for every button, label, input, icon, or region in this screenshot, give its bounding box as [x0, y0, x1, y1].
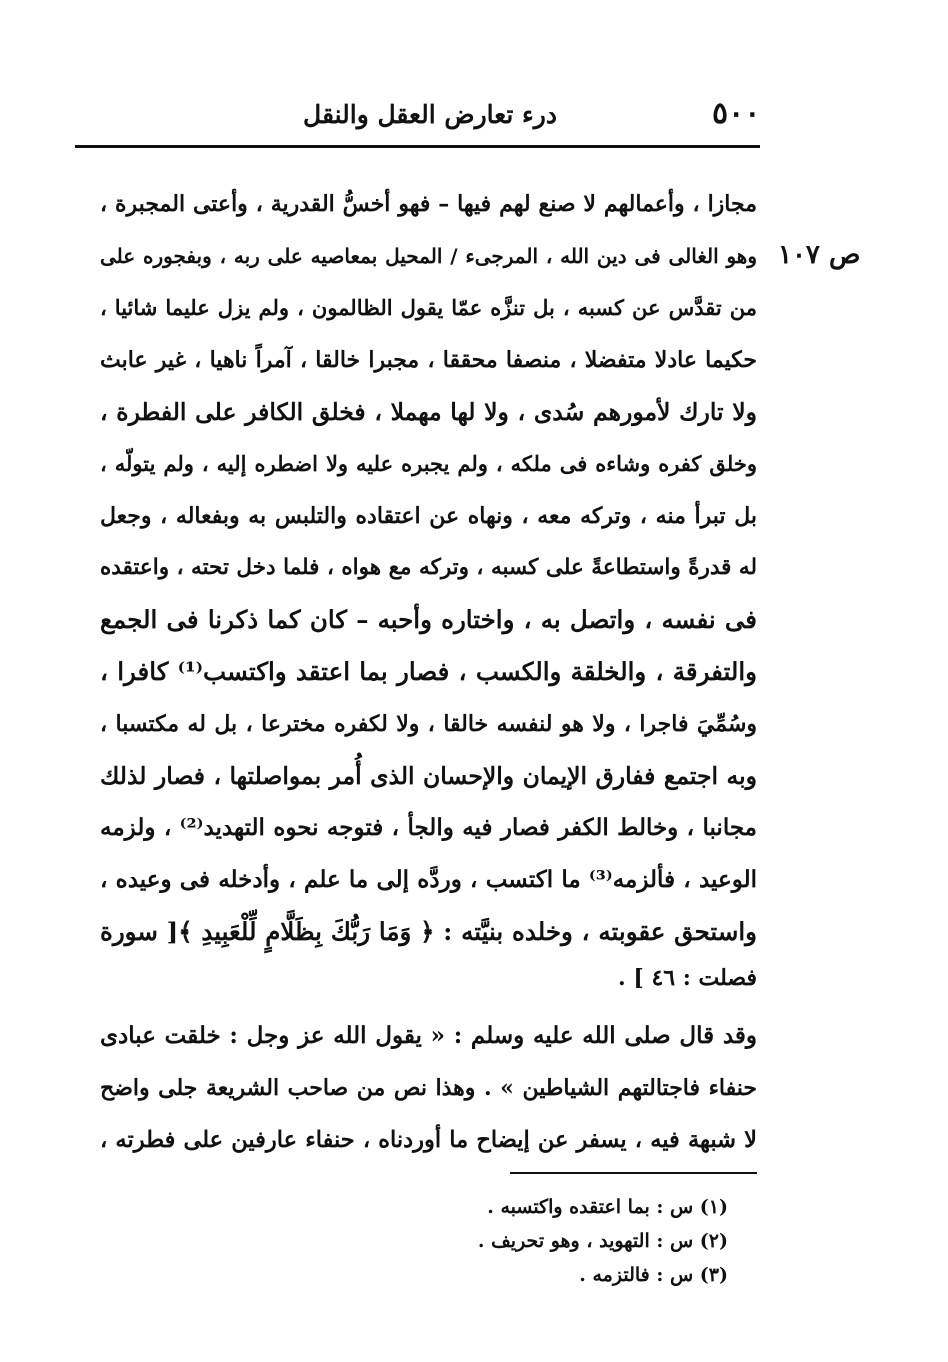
text-line: وهو الغالى فى دين الله ، المرجىء / المحيل بمعاصيه على ربه ، وبفجوره على: [100, 244, 757, 268]
text-line: لا شبهة فيه ، يسفر عن إيضاح ما أوردناه ، حنفاء عارفين على فطرته ،: [100, 1127, 757, 1153]
body-text: [100, 178, 757, 1166]
text-line: الوعيد ، فألزمه⁽³⁾ ما اكتسب ، وردَّه إلى ما علم ، وأدخله فى وعيده ،: [100, 866, 757, 893]
margin-page-reference: ص ١٠٧: [778, 240, 861, 270]
text-line: مجانبا ، وخالط الكفر فصار فيه والجأ ، فتوجه نحوه التهديد⁽²⁾ ، ولزمه: [100, 814, 758, 841]
text-line-citation: فصلت : ٤٦ ] .: [618, 965, 757, 991]
text-line: فى نفسه ، واتصل به ، واختاره وأحبه – كان كما ذكرنا فى الجمع: [100, 605, 757, 634]
footnote-1: (١) س : بما اعتقده واكتسبه .: [487, 1196, 728, 1218]
text-line: له قدرةً واستطاعةً على كسبه ، وتركه مع هواه ، فلما دخل تحته ، واعتقده: [100, 555, 757, 580]
paragraph-1: [100, 178, 757, 998]
footnote-rule: [510, 1172, 757, 1174]
footnotes: [380, 1190, 728, 1292]
footnote-2: (٢) س : التهويد ، وهو تحريف .: [477, 1230, 728, 1252]
text-line: بل تبرأ منه ، وتركه معه ، ونهاه عن اعتقاده والتلبس به وبفعاله ، وجعل: [100, 503, 757, 529]
footnote-3: (٣) س : فالتزمه .: [579, 1264, 728, 1286]
text-line: حنفاء فاجتالتهم الشياطين » . وهذا نص من صاحب الشريعة جلى واضح: [100, 1075, 757, 1101]
text-line: وسُمِّيَ فاجرا ، ولا هو لنفسه خالقا ، ولا لكفره مخترعا ، بل له مكتسبا ،: [100, 711, 757, 737]
text-line: مجازا ، وأعمالهم لا صنع لهم فيها – فهو أخسُّ القدرية ، وأعتى المجبرة ،: [100, 191, 757, 217]
text-line: وقد قال صلى الله عليه وسلم : « يقول الله عز وجل : خلقت عبادى: [100, 1022, 757, 1049]
text-line: وخلق كفره وشاءه فى ملكه ، ولم يجبره عليه ولا اضطره إليه ، ولم يتولّه ،: [100, 451, 757, 476]
text-line: من تقدَّس عن كسبه ، بل تنزَّه عمّا يقول الظالمون ، ولم يزل عليما شائيا ،: [100, 295, 757, 320]
page-number: ٥٠٠: [712, 96, 761, 131]
header-rule: [75, 145, 760, 148]
paragraph-2: [100, 1010, 757, 1166]
text-line: والتفرقة ، والخلقة والكسب ، فصار بما اعتقد واكتسب⁽¹⁾ كافرا ،: [100, 657, 757, 686]
text-line: ولا تارك لأمورهم سُدى ، ولا لها مهملا ، فخلق الكافر على الفطرة ،: [100, 398, 757, 426]
text-line-quran-verse: واستحق عقوبته ، وخلده بنيَّته : ﴿ وَمَا رَبُّكَ بِظَلَّامٍ لِّلْعَبِيدِ ﴾[ سورة: [100, 917, 757, 946]
running-title: درء تعارض العقل والنقل: [303, 100, 557, 129]
text-line: حكيما عادلا متفضلا ، منصفا محققا ، مجبرا خالقا ، آمراً ناهيا ، غير عابث: [100, 347, 757, 373]
text-line: وبه اجتمع ففارق الإيمان والإحسان الذى أُمر بمواصلتها ، فصار لذلك: [100, 762, 757, 790]
